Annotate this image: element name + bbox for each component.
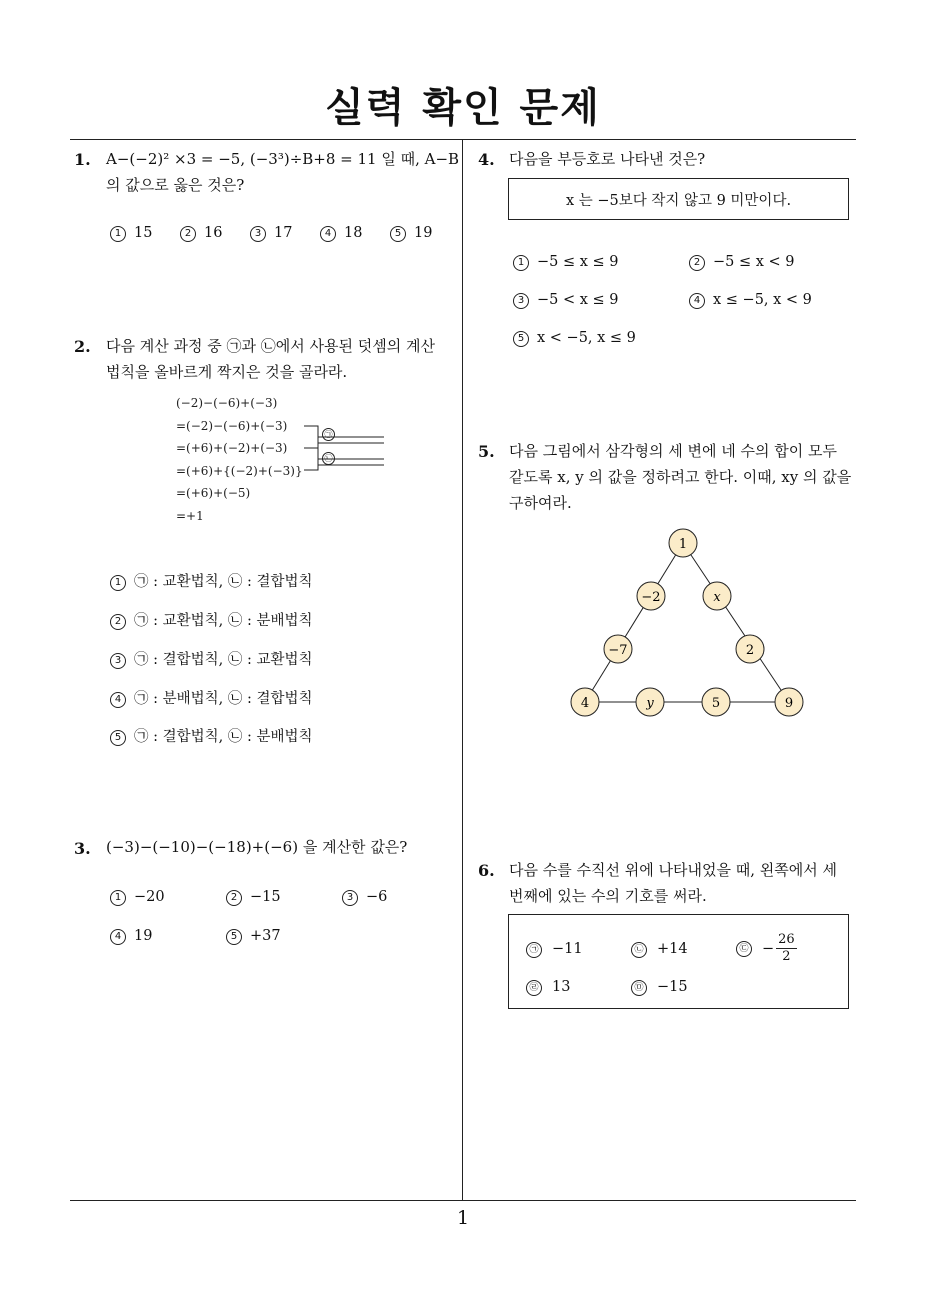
calc-step-6: =+1 — [176, 508, 204, 523]
question-3-choice-3[interactable]: 3 −6 — [342, 889, 387, 906]
triangle-node-bottom-third — [702, 688, 730, 716]
question-1-choice-2[interactable]: 2 16 — [180, 225, 222, 242]
svg-text:y: y — [646, 696, 654, 711]
question-1-line1: A−(−2)² ×3 = −5, (−3³)÷B+8 = 11 일 때, A−B — [106, 150, 460, 168]
question-4-condition-box — [508, 178, 849, 220]
question-4-choice-1[interactable]: 1 −5 ≤ x ≤ 9 — [513, 254, 619, 271]
question-3-choice-1[interactable]: 1 −20 — [110, 889, 165, 906]
svg-text:4: 4 — [580, 696, 590, 711]
question-3-choice-4[interactable]: 4 19 — [110, 928, 152, 945]
question-1-number: 1. — [74, 150, 91, 169]
question-4-choice-5[interactable]: 5 x < −5, x ≤ 9 — [513, 330, 636, 347]
question-2-choice-2[interactable]: 2 ㉠ : 교환법칙, ㉡ : 분배법칙 — [110, 609, 312, 630]
question-2-line2: 법칙을 올바르게 짝지은 것을 골라라. — [106, 363, 348, 381]
calc-brackets — [300, 420, 390, 476]
question-6-line2: 번째에 있는 수의 기호를 써라. — [509, 887, 707, 905]
page-number: 1 — [456, 1207, 470, 1229]
question-4-text: 다음을 부등호로 나타낸 것은? — [509, 150, 706, 168]
question-4-condition-text: x 는 −5보다 작지 않고 9 미만이다. — [565, 192, 792, 209]
number-item-2: ㉡ +14 — [631, 941, 688, 958]
triangle-diagram — [560, 520, 810, 725]
svg-text:1: 1 — [678, 537, 688, 552]
number-item-1: ㉠ −11 — [526, 941, 583, 958]
question-5-line1: 다음 그림에서 삼각형의 세 변에 네 수의 합이 모두 — [509, 442, 837, 460]
question-3-choice-2[interactable]: 2 −15 — [226, 889, 281, 906]
question-6-text — [509, 857, 837, 909]
question-2-number: 2. — [74, 337, 91, 356]
page-title: 실력 확인 문제 — [325, 85, 601, 131]
svg-text:−2: −2 — [641, 590, 661, 605]
triangle-node-right-upper — [703, 582, 731, 610]
question-1-text — [106, 146, 459, 198]
triangle-node-bottom-right — [775, 688, 803, 716]
calculation-steps — [176, 392, 303, 527]
svg-text:2: 2 — [745, 643, 755, 658]
question-3-number: 3. — [74, 839, 91, 858]
question-5-line3: 구하여라. — [509, 494, 572, 512]
bottom-divider — [70, 1200, 856, 1201]
triangle-node-right-lower — [736, 635, 764, 663]
svg-text:x: x — [713, 590, 721, 605]
question-3-choice-5[interactable]: 5 +37 — [226, 928, 281, 945]
question-6-line1: 다음 수를 수직선 위에 나타내었을 때, 왼쪽에서 세 — [509, 861, 837, 879]
question-2-line1: 다음 계산 과정 중 ㉠과 ㉡에서 사용된 덧셈의 계산 — [106, 337, 435, 355]
question-4-choice-3[interactable]: 3 −5 < x ≤ 9 — [513, 292, 619, 309]
calc-step-5: =(+6)+(−5) — [176, 486, 251, 500]
calc-step-3: =(+6)+(−2)+(−3) — [176, 441, 288, 455]
question-1-choice-5[interactable]: 5 19 — [390, 225, 432, 242]
bracket-label-2: ㉡ — [322, 452, 335, 465]
question-5-text — [509, 438, 851, 516]
question-4-choice-4[interactable]: 4 x ≤ −5, x < 9 — [689, 292, 812, 309]
triangle-node-top — [669, 529, 697, 557]
question-5-line2: 같도록 x, y 의 값을 정하려고 한다. 이때, xy 의 값을 — [509, 468, 852, 486]
calc-step-4: =(+6)+{(−2)+(−3)} — [176, 463, 303, 478]
triangle-node-bottom-second — [636, 688, 664, 716]
question-5-number: 5. — [478, 442, 495, 461]
svg-text:9: 9 — [784, 696, 794, 711]
bracket-label-1: ㉠ — [322, 428, 335, 441]
number-item-4: ㉣ 13 — [526, 979, 570, 996]
question-1-choice-3[interactable]: 3 17 — [250, 225, 292, 242]
calc-step-2: =(−2)−(−6)+(−3) — [176, 418, 288, 433]
question-4-choice-2[interactable]: 2 −5 ≤ x < 9 — [689, 254, 795, 271]
calc-step-1: (−2)−(−6)+(−3) — [176, 396, 278, 410]
triangle-node-left-upper — [637, 582, 665, 610]
question-2-text — [106, 333, 435, 385]
question-3-text: (−3)−(−10)−(−18)+(−6) 을 계산한 값은? — [106, 838, 408, 856]
triangle-node-left-lower — [604, 635, 632, 663]
fraction: $\frac{26}{2}$ — [778, 932, 795, 964]
question-2-choice-3[interactable]: 3 ㉠ : 결합법칙, ㉡ : 교환법칙 — [110, 648, 312, 669]
column-divider — [462, 139, 463, 1200]
triangle-node-bottom-left — [571, 688, 599, 716]
question-2-choice-4[interactable]: 4 ㉠ : 분배법칙, ㉡ : 결합법칙 — [110, 687, 312, 708]
question-1-choice-4[interactable]: 4 18 — [320, 225, 362, 242]
question-4-number: 4. — [478, 150, 495, 169]
question-2-choice-1[interactable]: 1 ㉠ : 교환법칙, ㉡ : 결합법칙 — [110, 570, 312, 591]
question-1-line2: 의 값으로 옳은 것은? — [106, 176, 245, 194]
question-1-choice-1[interactable]: 1 15 — [110, 225, 152, 242]
svg-text:5: 5 — [711, 696, 721, 711]
number-item-3: ㉢ − $\frac{26}{2}$ — [736, 932, 797, 965]
svg-text:−7: −7 — [608, 643, 628, 658]
question-6-number: 6. — [478, 861, 495, 880]
number-item-5: ㉤ −15 — [631, 979, 688, 996]
question-2-choice-5[interactable]: 5 ㉠ : 결합법칙, ㉡ : 분배법칙 — [110, 725, 312, 746]
top-divider — [70, 139, 856, 140]
